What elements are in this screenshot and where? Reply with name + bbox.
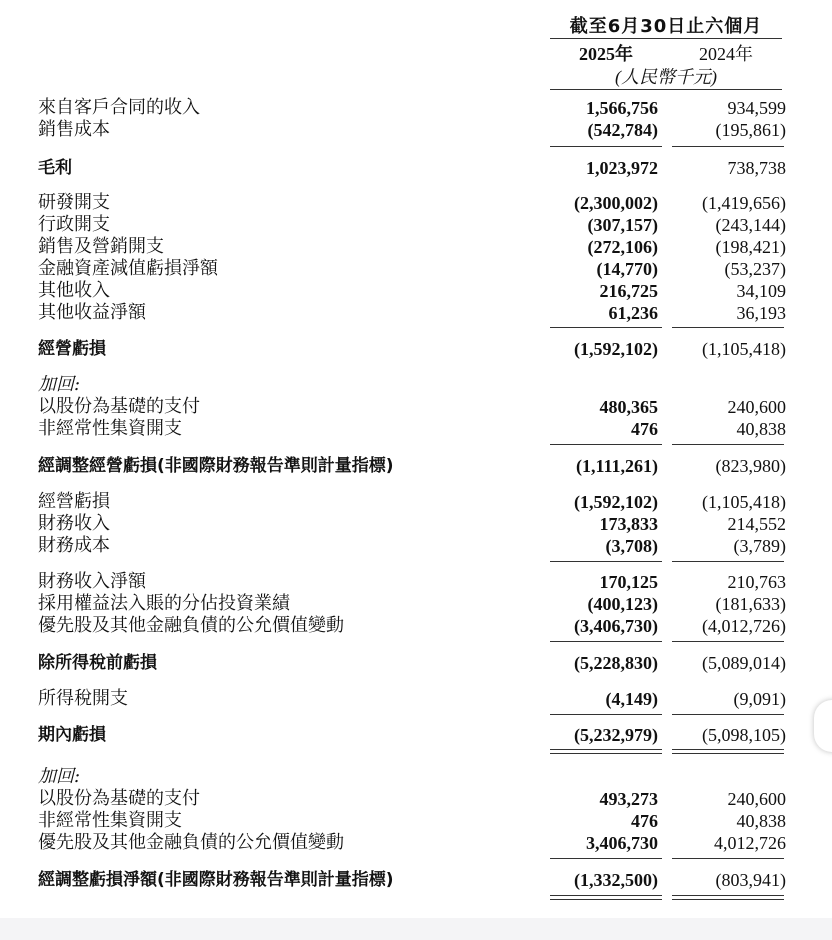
row-label: 加回: [38, 374, 81, 395]
subtotal-rule [672, 714, 784, 715]
year-2024-header: 2024年 [699, 44, 753, 64]
year-2025-header: 2025年 [579, 44, 633, 64]
table-row [0, 513, 832, 535]
period-header: 截至6月30日止六個月 [569, 16, 763, 37]
value-2025: 1,023,972 [586, 158, 658, 178]
table-row [0, 810, 832, 832]
table-row [0, 688, 832, 710]
value-2024: (5,098,105) [702, 725, 786, 745]
value-2024: (195,861) [715, 120, 786, 140]
value-2025: 216,725 [599, 281, 658, 301]
value-2024: 934,599 [727, 98, 786, 118]
table-row [0, 258, 832, 280]
row-label: 研發開支 [38, 192, 110, 213]
table-row [0, 724, 832, 746]
value-2025: (14,770) [596, 259, 658, 279]
value-2025: 61,236 [608, 303, 658, 323]
table-row [0, 418, 832, 440]
value-2024: 240,600 [727, 397, 786, 417]
value-2025: 3,406,730 [586, 833, 658, 853]
subtotal-rule [550, 858, 662, 859]
value-2025: 476 [631, 811, 658, 831]
value-2025: (400,123) [587, 594, 658, 614]
value-2024: (823,980) [715, 456, 786, 476]
table-row [0, 302, 832, 324]
value-2025: (4,149) [605, 689, 658, 709]
row-label: 以股份為基礎的支付 [38, 788, 200, 809]
subtotal-rule [672, 444, 784, 445]
row-label: 銷售及營銷開支 [38, 236, 164, 257]
row-label: 金融資產減值虧損淨額 [38, 258, 218, 279]
value-2025: 173,833 [599, 514, 658, 534]
table-row [0, 374, 832, 396]
value-2025: (272,106) [587, 237, 658, 257]
table-row [0, 832, 832, 854]
value-2024: (243,144) [715, 215, 786, 235]
value-2025: (3,708) [605, 536, 658, 556]
row-label: 經調整虧損淨額(非國際財務報告準則計量指標) [38, 870, 394, 890]
row-label: 期內虧損 [38, 725, 106, 745]
total-double-rule [550, 749, 662, 754]
subtotal-rule [672, 327, 784, 328]
row-label: 優先股及其他金融負債的公允價值變動 [38, 615, 344, 636]
value-2024: 240,600 [727, 789, 786, 809]
value-2025: (1,592,102) [574, 492, 658, 512]
subtotal-rule [550, 444, 662, 445]
value-2024: (198,421) [715, 237, 786, 257]
table-row [0, 652, 832, 674]
row-label: 加回: [38, 766, 81, 787]
value-2024: (803,941) [715, 870, 786, 890]
value-2024: 40,838 [736, 811, 786, 831]
value-2024: (1,419,656) [702, 193, 786, 213]
value-2025: 476 [631, 419, 658, 439]
value-2025: (307,157) [587, 215, 658, 235]
table-row [0, 338, 832, 360]
row-label: 銷售成本 [38, 119, 110, 140]
value-2024: (1,105,418) [702, 339, 786, 359]
value-2025: 1,566,756 [586, 98, 658, 118]
table-row [0, 97, 832, 119]
value-2024: (4,012,726) [702, 616, 786, 636]
table-row [0, 615, 832, 637]
value-2025: (2,300,002) [574, 193, 658, 213]
table-row [0, 869, 832, 891]
scroll-handle[interactable] [814, 700, 832, 752]
value-2025: (5,228,830) [574, 653, 658, 673]
row-label: 財務收入 [38, 513, 110, 534]
row-label: 來自客戶合同的收入 [38, 97, 200, 118]
row-label: 毛利 [38, 158, 72, 178]
table-row [0, 396, 832, 418]
row-label: 非經常性集資開支 [38, 418, 182, 439]
table-row [0, 280, 832, 302]
table-row [0, 766, 832, 788]
subtotal-rule [672, 561, 784, 562]
row-label: 非經常性集資開支 [38, 810, 182, 831]
value-2024: (181,633) [715, 594, 786, 614]
subtotal-rule [550, 146, 662, 147]
header-divider [550, 38, 782, 39]
value-2025: 480,365 [599, 397, 658, 417]
value-2025: (1,111,261) [575, 456, 658, 476]
value-2024: 4,012,726 [714, 833, 786, 853]
value-2025: (1,592,102) [574, 339, 658, 359]
row-label: 優先股及其他金融負債的公允價值變動 [38, 832, 344, 853]
subtotal-rule [550, 641, 662, 642]
table-row [0, 455, 832, 477]
value-2025: (542,784) [587, 120, 658, 140]
row-label: 以股份為基礎的支付 [38, 396, 200, 417]
row-label: 其他收入 [38, 280, 110, 301]
table-row [0, 571, 832, 593]
value-2024: (53,237) [724, 259, 786, 279]
row-label: 行政開支 [38, 214, 110, 235]
row-label: 除所得稅前虧損 [38, 653, 157, 673]
value-2025: (5,232,979) [574, 725, 658, 745]
row-label: 經營虧損 [38, 339, 106, 359]
table-row [0, 214, 832, 236]
value-2025: 170,125 [599, 572, 658, 592]
value-2025: (1,332,500) [574, 870, 658, 890]
value-2024: (1,105,418) [702, 492, 786, 512]
table-row [0, 788, 832, 810]
value-2025: (3,406,730) [574, 616, 658, 636]
subtotal-rule [550, 327, 662, 328]
row-label: 財務成本 [38, 535, 110, 556]
page-bottom-edge [0, 918, 832, 940]
value-2024: 36,193 [736, 303, 786, 323]
value-2024: 738,738 [727, 158, 786, 178]
table-row [0, 593, 832, 615]
subtotal-rule [672, 146, 784, 147]
table-row [0, 157, 832, 179]
row-label: 所得稅開支 [38, 688, 128, 709]
value-2024: 210,763 [727, 572, 786, 592]
value-2024: (9,091) [733, 689, 786, 709]
table-row [0, 236, 832, 258]
value-2024: (5,089,014) [702, 653, 786, 673]
row-label: 經調整經營虧損(非國際財務報告準則計量指標) [38, 456, 394, 476]
unit-divider [550, 89, 782, 90]
subtotal-rule [672, 641, 784, 642]
table-row [0, 491, 832, 513]
total-double-rule [550, 895, 662, 900]
table-row [0, 119, 832, 141]
total-double-rule [672, 749, 784, 754]
row-label: 其他收益淨額 [38, 302, 146, 323]
value-2025: 493,273 [599, 789, 658, 809]
row-label: 採用權益法入賬的分佔投資業績 [38, 593, 290, 614]
value-2024: 214,552 [727, 514, 786, 534]
table-row [0, 192, 832, 214]
value-2024: 34,109 [736, 281, 786, 301]
value-2024: (3,789) [733, 536, 786, 556]
subtotal-rule [550, 561, 662, 562]
subtotal-rule [672, 858, 784, 859]
row-label: 經營虧損 [38, 491, 110, 512]
unit-header: (人民幣千元) [615, 67, 717, 87]
subtotal-rule [550, 714, 662, 715]
total-double-rule [672, 895, 784, 900]
value-2024: 40,838 [736, 419, 786, 439]
table-row [0, 535, 832, 557]
row-label: 財務收入淨額 [38, 571, 146, 592]
